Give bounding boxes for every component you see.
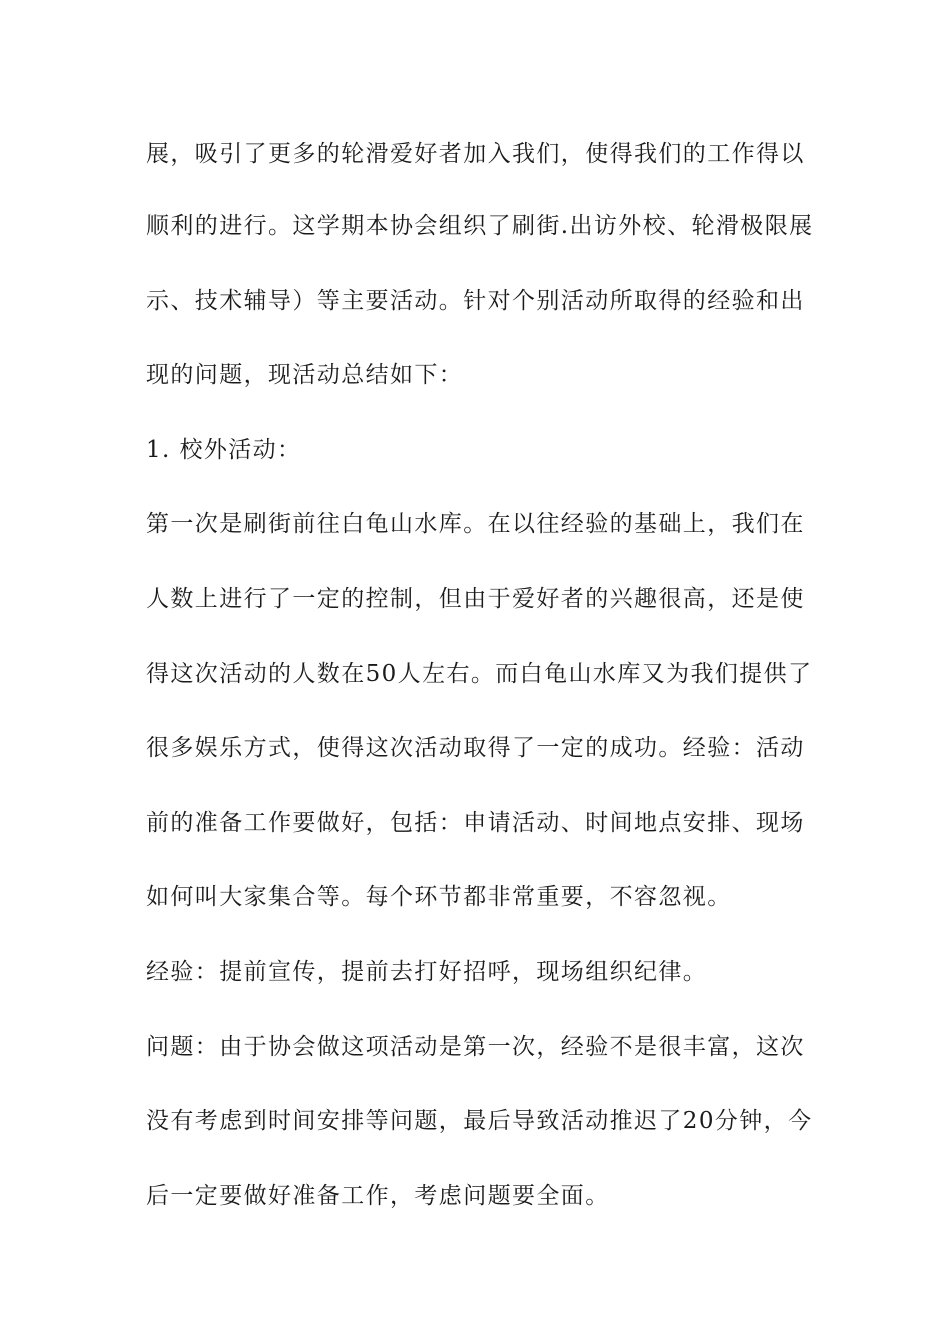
paragraph-line: 现的问题，现活动总结如下：	[146, 362, 464, 388]
paragraph-line: 经验：提前宣传，提前去打好招呼，现场组织纪律。	[146, 959, 708, 985]
paragraph-line: 后一定要做好准备工作，考虑问题要全面。	[146, 1183, 610, 1209]
paragraph-line: 第一次是刷街前往白龟山水库。在以往经验的基础上，我们在	[146, 511, 805, 537]
paragraph-line: 前的准备工作要做好，包括：申请活动、时间地点安排、现场	[146, 810, 805, 836]
paragraph-line: 人数上进行了一定的控制，但由于爱好者的兴趣很高，还是使	[146, 586, 805, 612]
paragraph-line: 得这次活动的人数在50人左右。而白龟山水库又为我们提供了	[146, 661, 813, 687]
paragraph-line: 顺利的进行。这学期本协会组织了刷街.出访外校、轮滑极限展	[146, 213, 814, 239]
paragraph-line: 如何叫大家集合等。每个环节都非常重要，不容忽视。	[146, 884, 732, 910]
paragraph-line: 展，吸引了更多的轮滑爱好者加入我们，使得我们的工作得以	[146, 141, 805, 167]
paragraph-line: 很多娱乐方式，使得这次活动取得了一定的成功。经验：活动	[146, 735, 805, 761]
paragraph-line: 示、技术辅导）等主要活动。针对个别活动所取得的经验和出	[146, 288, 805, 314]
paragraph-line: 问题：由于协会做这项活动是第一次，经验不是很丰富，这次	[146, 1034, 805, 1060]
section-heading: 1. 校外活动：	[146, 437, 302, 463]
paragraph-line: 没有考虑到时间安排等问题，最后导致活动推迟了20分钟，今	[146, 1108, 813, 1134]
